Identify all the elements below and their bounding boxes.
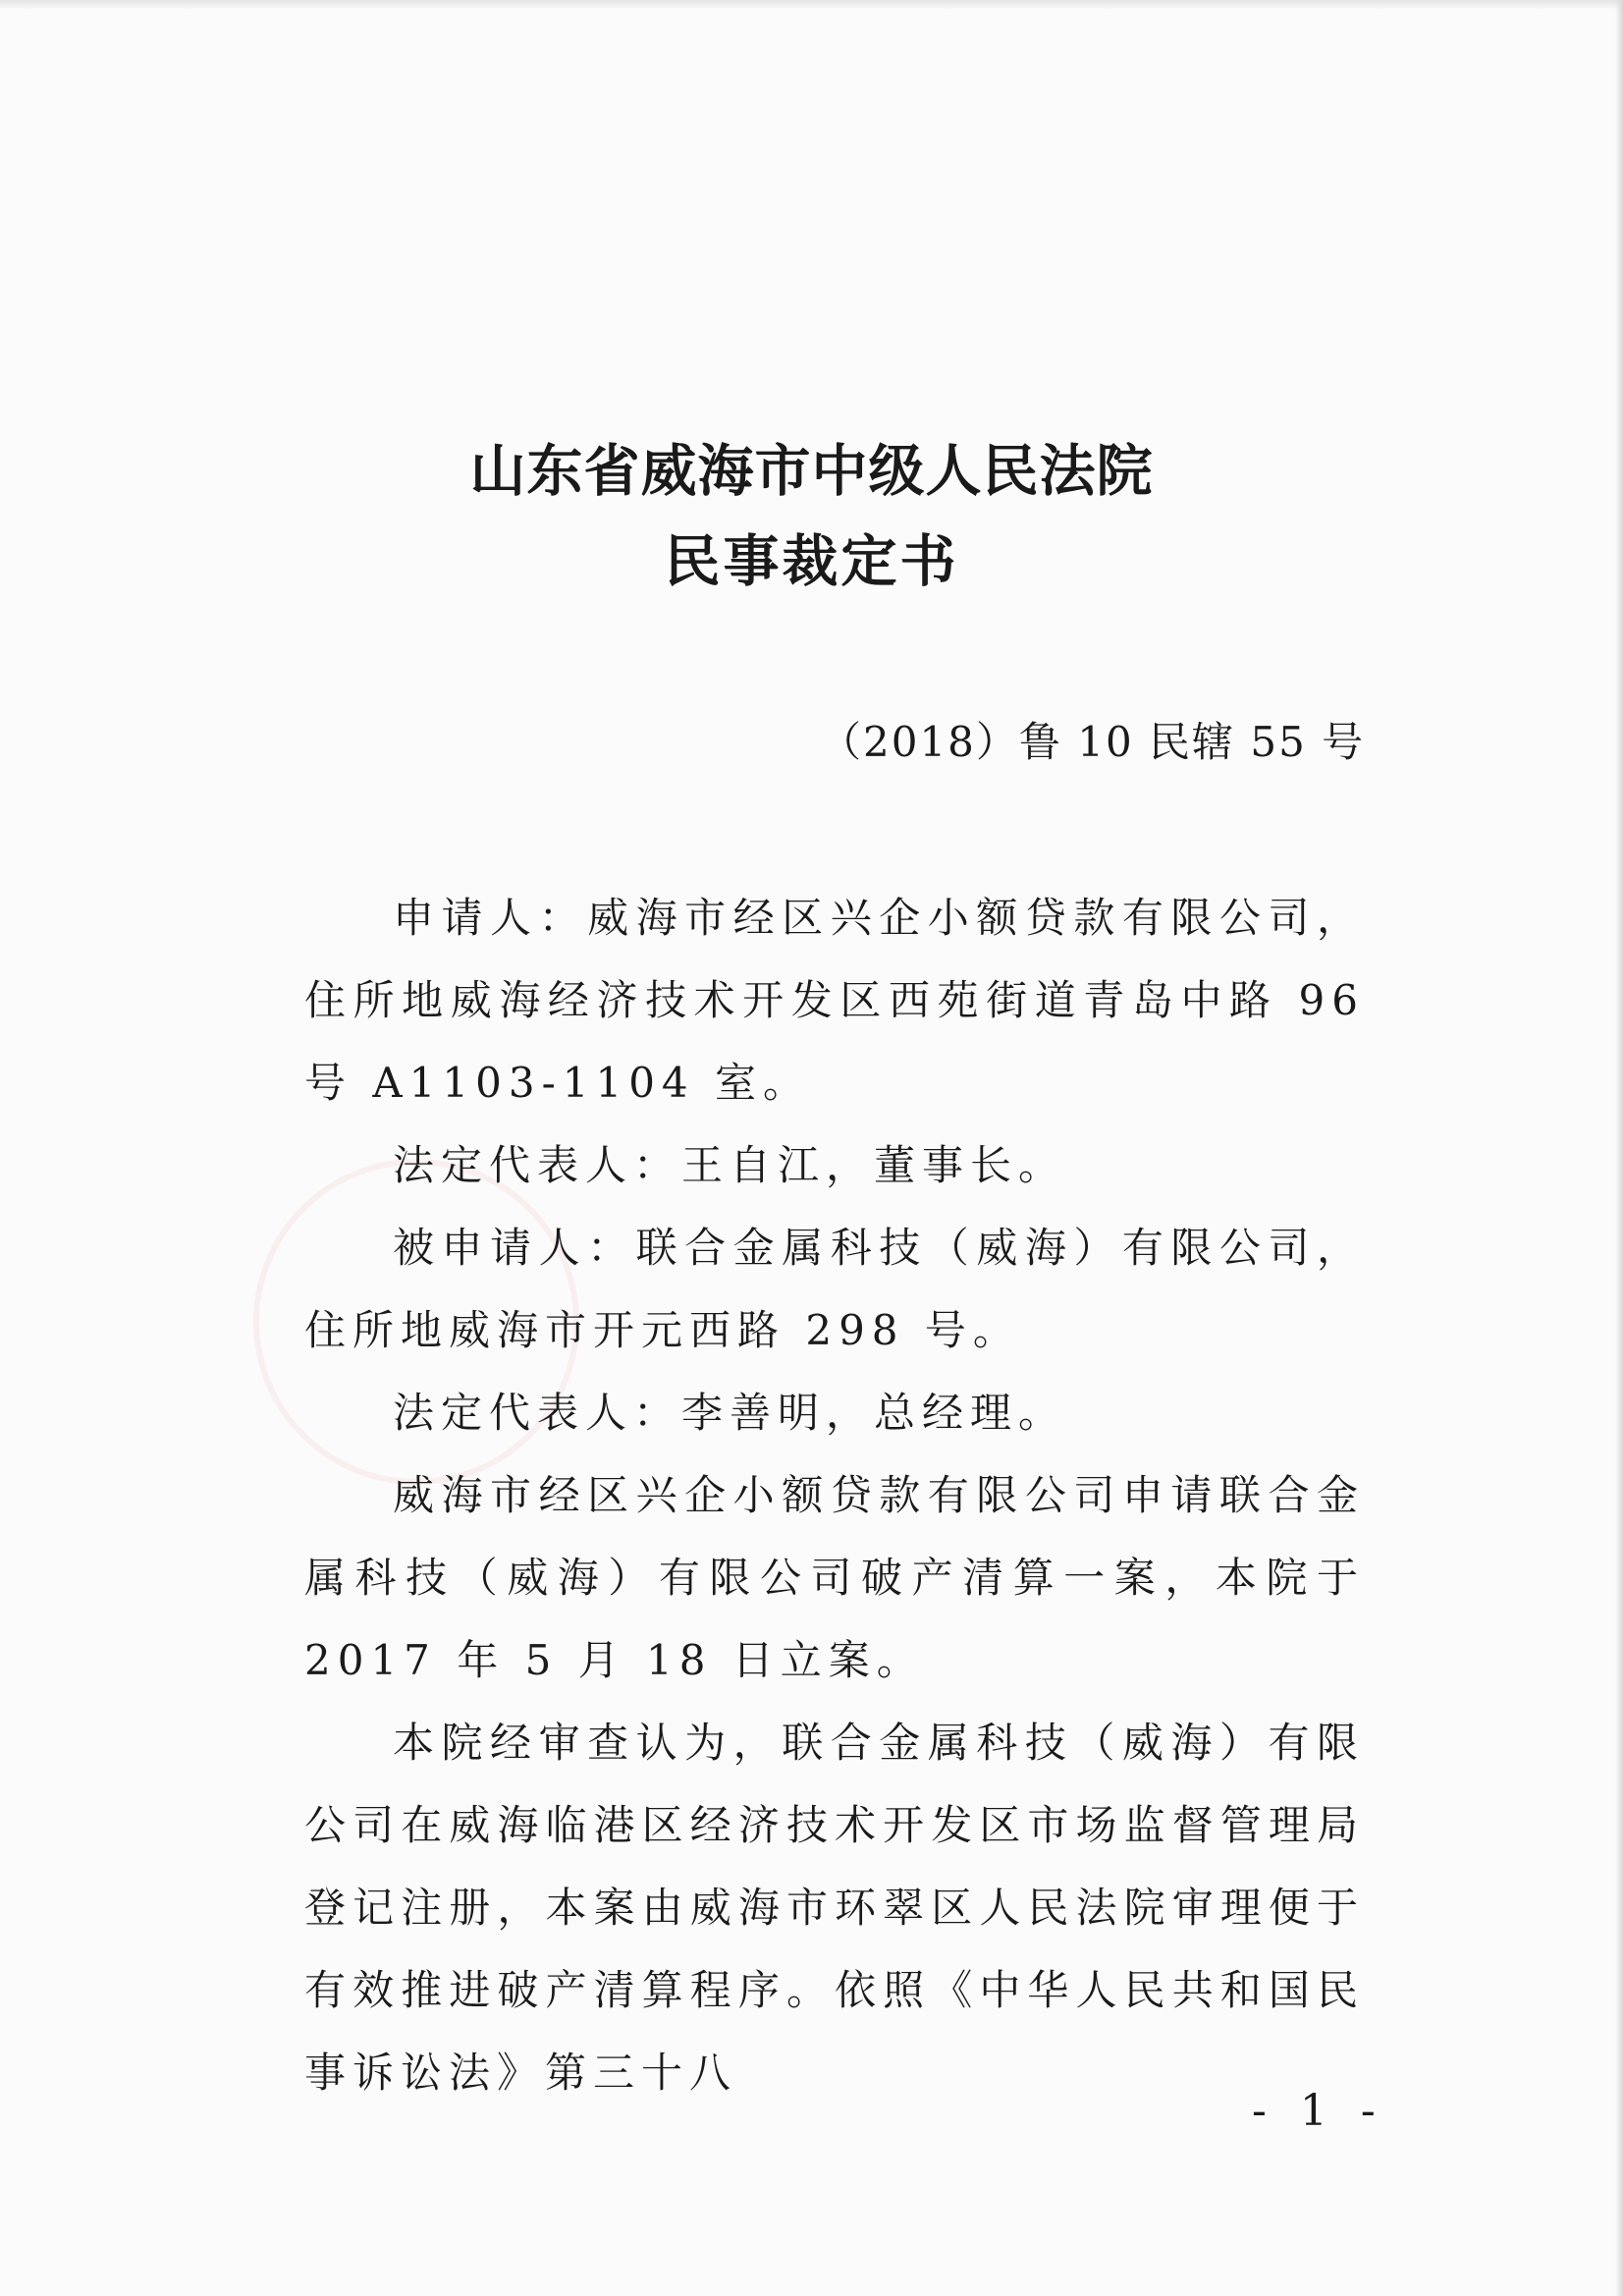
respondent-representative-paragraph: 法定代表人：李善明，总经理。 xyxy=(393,1389,1067,1437)
document-type-heading: 民事裁定书 xyxy=(664,528,959,594)
court-name-heading: 山东省威海市中级人民法院 xyxy=(469,438,1154,504)
applicant-paragraph: 申请人：威海市经区兴企小额贷款有限公司，住所地威海经济技术开发区西苑街道青岛中路 96 号 A1103-1104 室。 xyxy=(304,894,1365,1107)
applicant-representative-paragraph: 法定代表人：王自江，董事长。 xyxy=(393,1141,1067,1189)
case-number: （2018）鲁 10 民辖 55 号 xyxy=(820,718,1366,766)
page-number: - 1 - xyxy=(1252,2086,1385,2136)
case-filing-paragraph: 威海市经区兴企小额贷款有限公司申请联合金属科技（威海）有限公司破产清算一案，本院于 2017 年 5 月 18 日立案。 xyxy=(304,1471,1365,1684)
document-body xyxy=(304,877,1365,2114)
respondent-paragraph: 被申请人：联合金属科技（威海）有限公司，住所地威海市开元西路 298 号。 xyxy=(304,1224,1365,1354)
court-opinion-paragraph: 本院经审查认为，联合金属科技（威海）有限公司在威海临港区经济技术开发区市场监督管理局登记注册，本案由威海市环翠区人民法院审理便于有效推进破产清算程序。依照《中华人民共和国民事诉讼法》第三十八 xyxy=(304,1719,1365,2097)
scan-edge-right xyxy=(1615,0,1623,2296)
scan-edge-top xyxy=(0,0,1623,10)
